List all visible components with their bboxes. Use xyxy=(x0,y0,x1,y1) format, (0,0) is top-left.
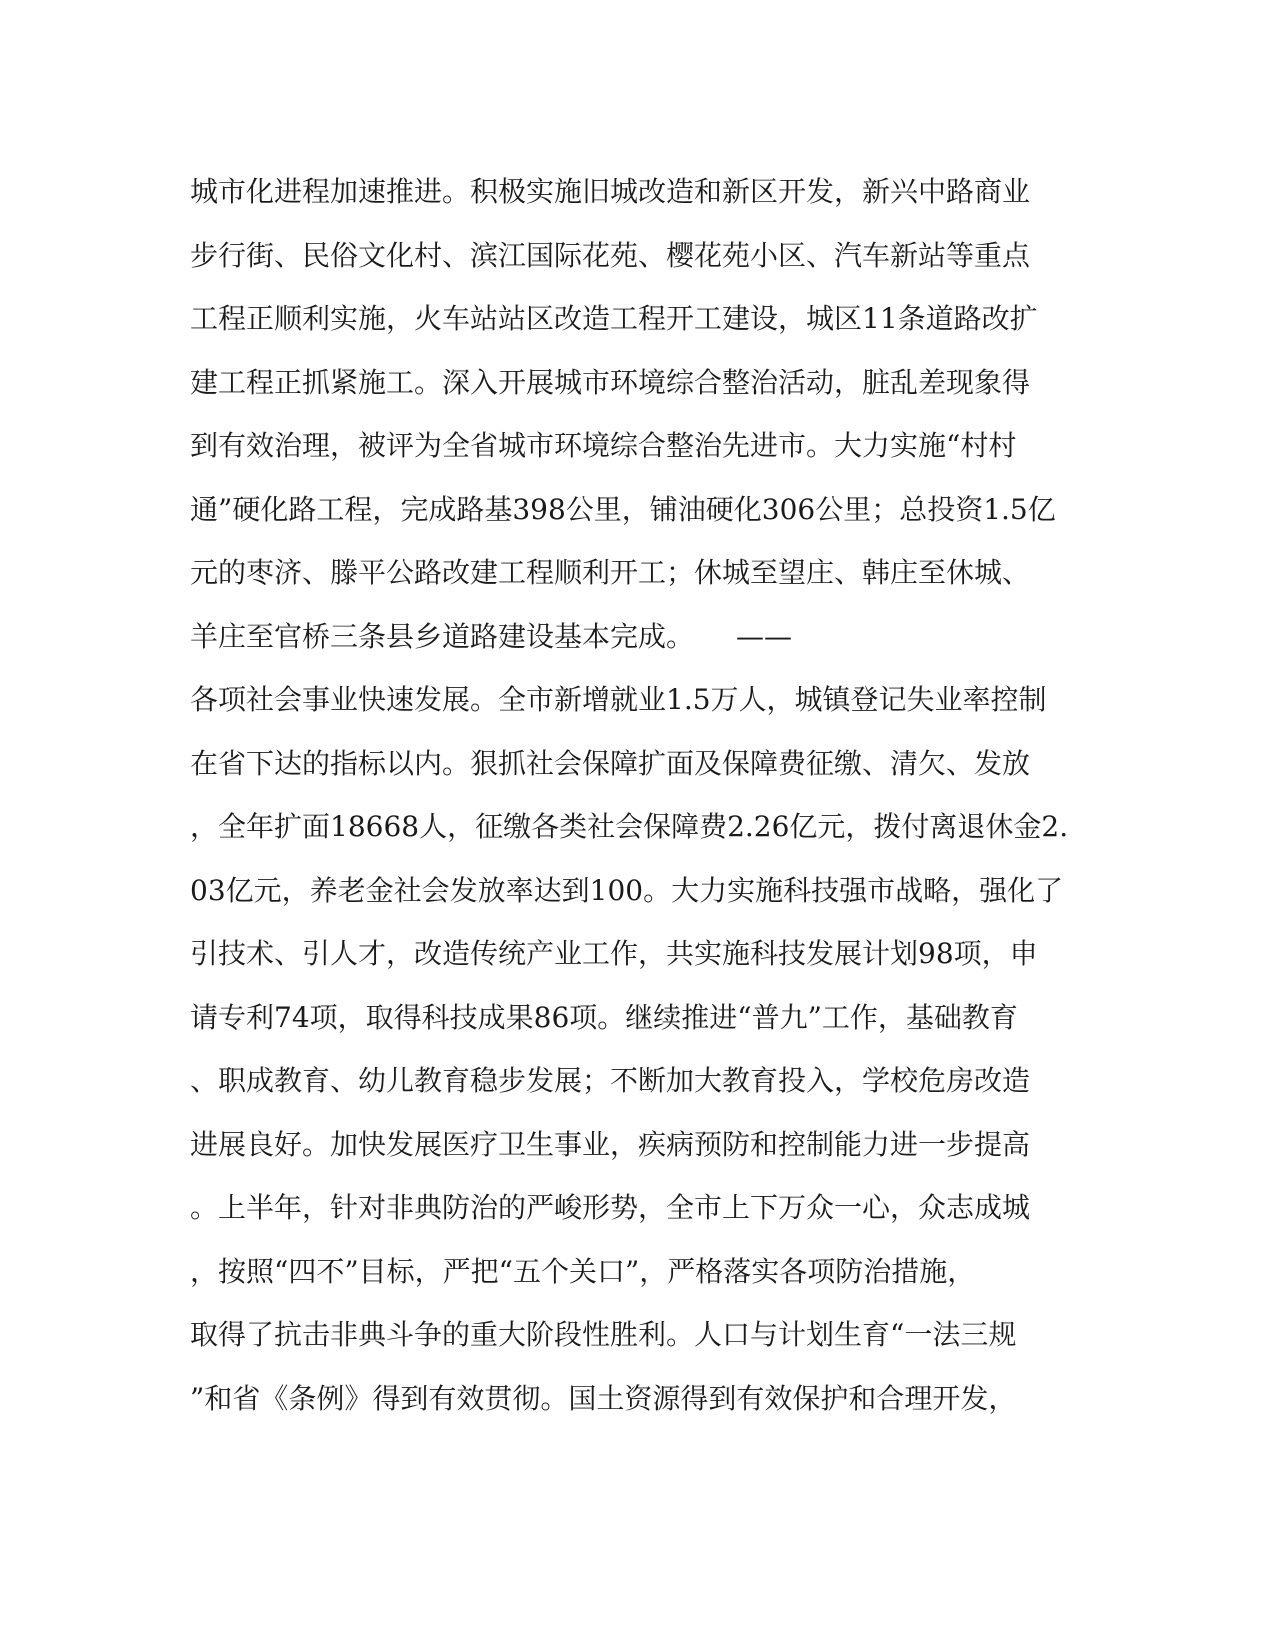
text-line: 在省下达的指标以内。狠抓社会保障扩面及保障费征缴、清欠、发放 xyxy=(190,746,1031,780)
text-line: 取得了抗击非典斗争的重大阶段性胜利。人口与计划生育“一法三规 xyxy=(190,1318,1017,1351)
text-line: 进展良好。加快发展医疗卫生事业，疾病预防和控制能力进一步提高 xyxy=(190,1127,1031,1161)
text-line: 03亿元，养老金社会发放率达到100。大力实施科技强市战略，强化了 xyxy=(190,873,1064,907)
text-line: 各项社会事业快速发展。全市新增就业1.5万人，城镇登记失业率控制 xyxy=(190,683,1047,716)
text-line: 。上半年，针对非典防治的严峻形势，全市上下万众一心，众志成城 xyxy=(190,1191,1031,1224)
text-line: 步行街、民俗文化村、滨江国际花苑、樱花苑小区、汽车新站等重点 xyxy=(190,238,1031,272)
text-line: 到有效治理，被评为全省城市环境综合整治先进市。大力实施“村村 xyxy=(190,429,1017,462)
text-line: 元的枣济、滕平公路改建工程顺利开工；休城至望庄、韩庄至休城、 xyxy=(190,556,1031,589)
text-line: ，按照“四不”目标，严把“五个关口”，严格落实各项防治措施， xyxy=(190,1254,976,1288)
text-line: 羊庄至官桥三条县乡道路建设基本完成。 —— xyxy=(190,619,793,653)
text-line: 请专利74项，取得科技成果86项。继续推进“普九”工作，基础教育 xyxy=(190,1000,1018,1034)
text-line: ”和省《条例》得到有效贯彻。国土资源得到有效保护和合理开发， xyxy=(190,1381,1017,1415)
text-line: 城市化进程加速推进。积极实施旧城改造和新区开发，新兴中路商业 xyxy=(190,175,1031,208)
text-line: 通”硬化路工程，完成路基398公里，铺油硬化306公里；总投资1.5亿 xyxy=(190,492,1056,526)
text-line: 工程正顺利实施，火车站站区改造工程开工建设，城区11条道路改扩 xyxy=(190,302,1038,335)
text-line: 、职成教育、幼儿教育稳步发展；不断加大教育投入，学校危房改造 xyxy=(190,1064,1031,1097)
text-line: ，全年扩面18668人，征缴各类社会保障费2.26亿元，拨付离退休金2. xyxy=(190,810,1069,843)
body-text xyxy=(190,160,1090,1430)
text-line: 建工程正抓紧施工。深入开展城市环境综合整治活动，脏乱差现象得 xyxy=(190,365,1031,399)
text-line: 引技术、引人才，改造传统产业工作，共实施科技发展计划98项，申 xyxy=(190,937,1038,970)
